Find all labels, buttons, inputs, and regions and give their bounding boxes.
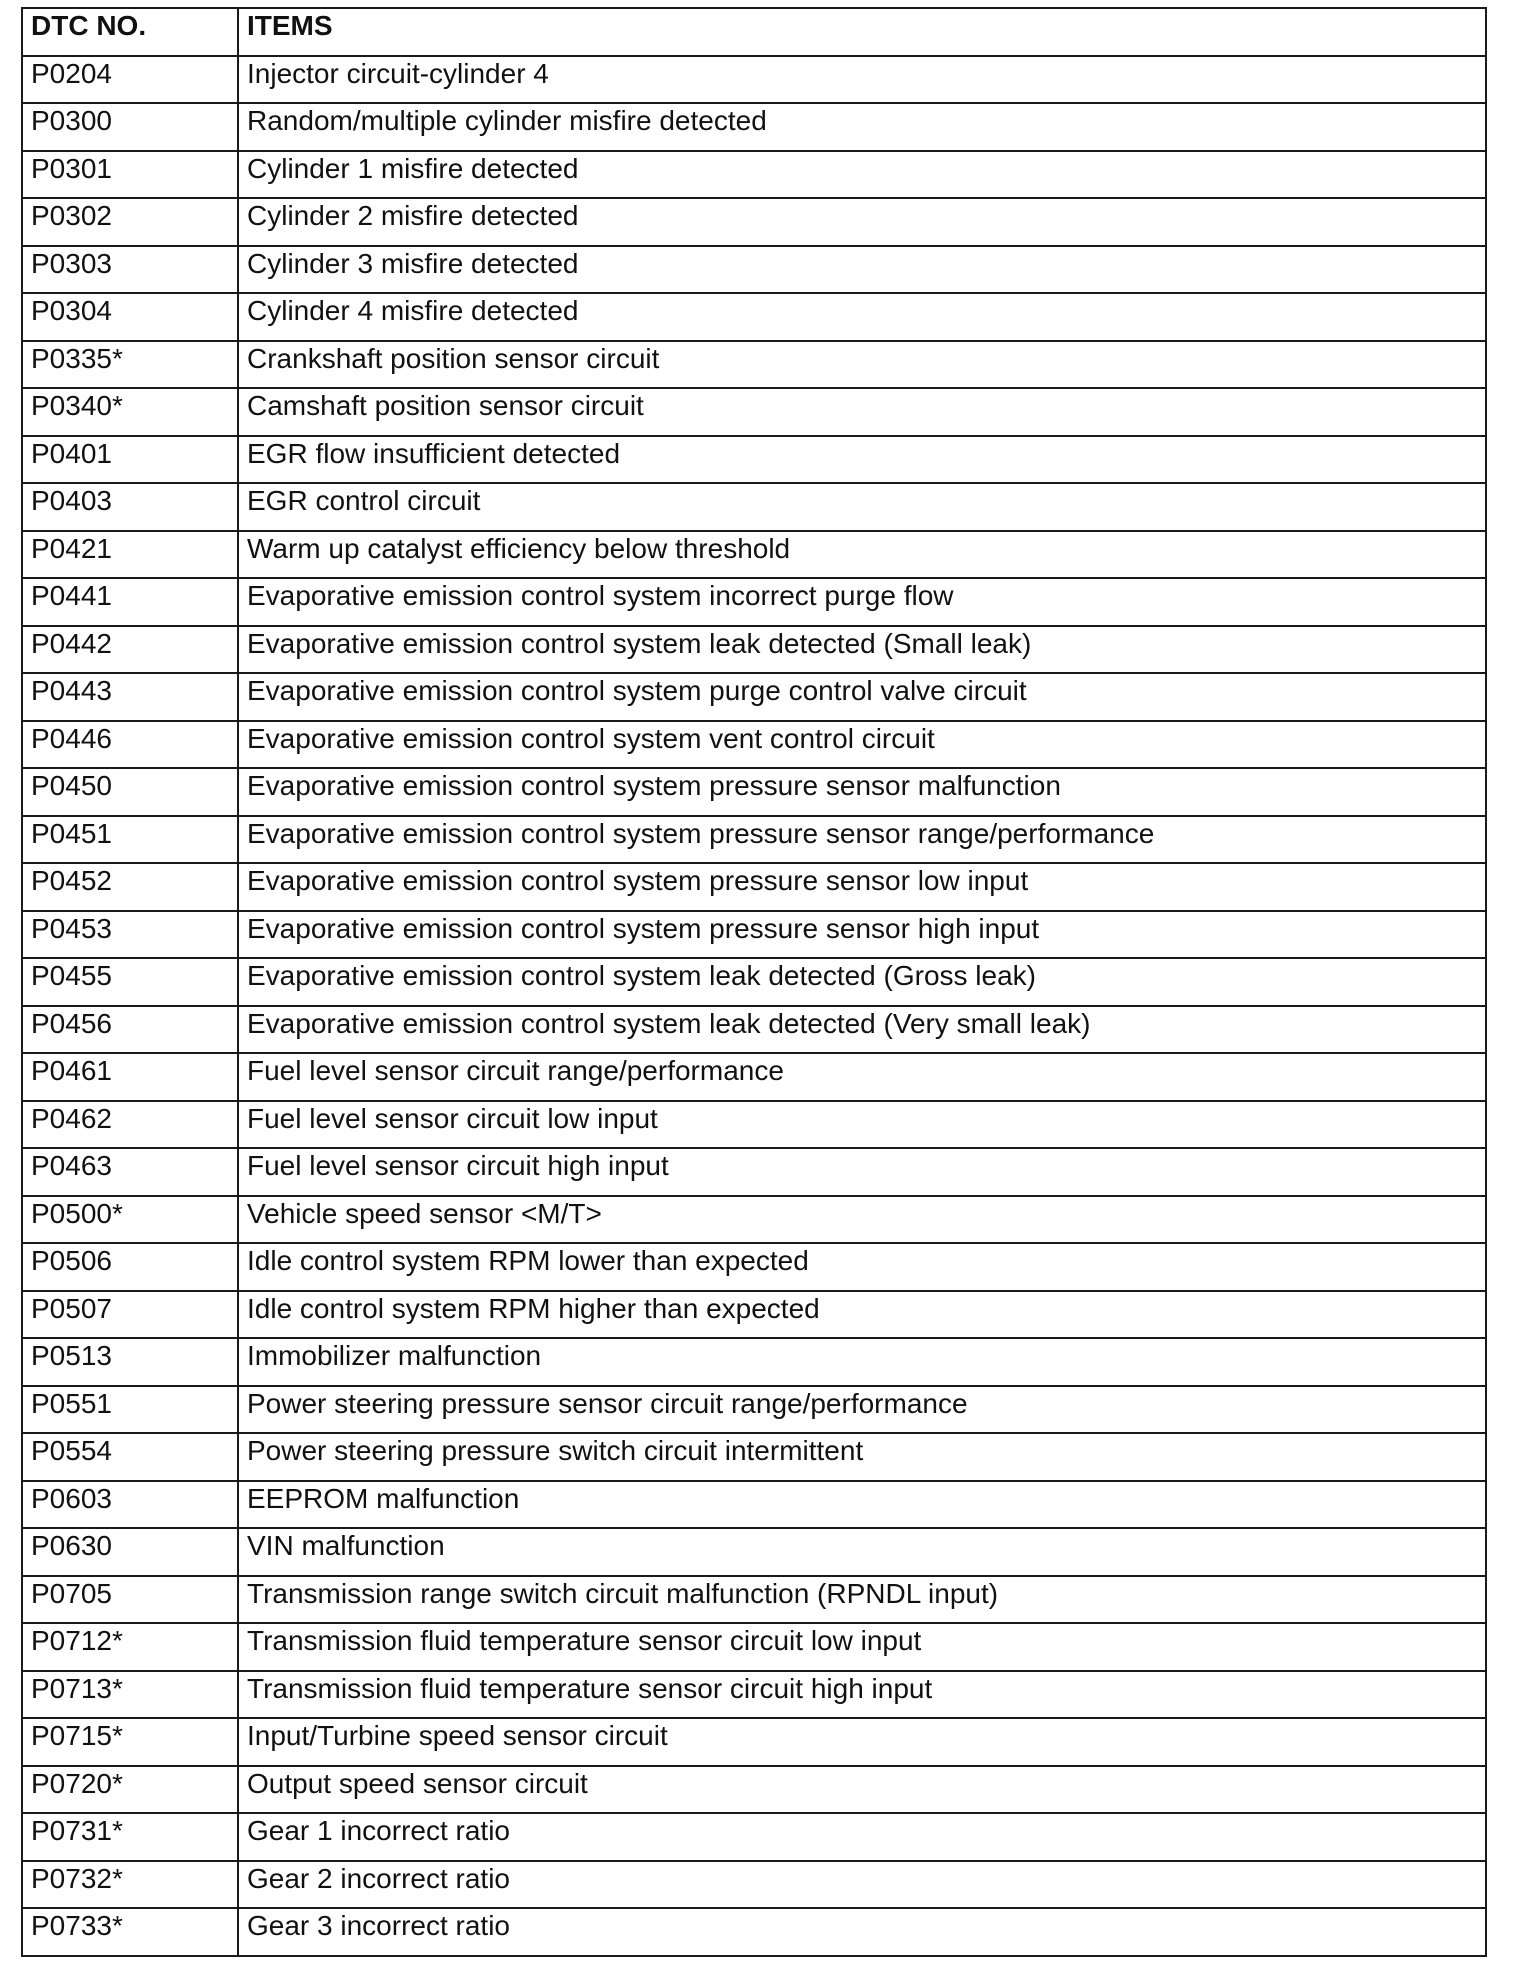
table-row	[22, 246, 1486, 294]
dtc-item-cell: Gear 1 incorrect ratio	[238, 1813, 1486, 1861]
dtc-code-cell: P0443	[22, 673, 238, 721]
table-row	[22, 1148, 1486, 1196]
dtc-item-cell: Cylinder 4 misfire detected	[238, 293, 1486, 341]
dtc-code-cell: P0301	[22, 151, 238, 199]
table-row	[22, 578, 1486, 626]
table-row	[22, 1433, 1486, 1481]
table-row	[22, 1386, 1486, 1434]
dtc-item-cell: Fuel level sensor circuit low input	[238, 1101, 1486, 1149]
table-row	[22, 1291, 1486, 1339]
table-row	[22, 1006, 1486, 1054]
dtc-item-cell: Transmission fluid temperature sensor circuit high input	[238, 1671, 1486, 1719]
dtc-item-cell: Evaporative emission control system pressure sensor malfunction	[238, 768, 1486, 816]
table-row	[22, 388, 1486, 436]
dtc-item-cell: Output speed sensor circuit	[238, 1766, 1486, 1814]
dtc-code-cell: P0551	[22, 1386, 238, 1434]
table-row	[22, 56, 1486, 104]
dtc-code-cell: P0303	[22, 246, 238, 294]
table-row	[22, 1576, 1486, 1624]
dtc-item-cell: Idle control system RPM lower than expected	[238, 1243, 1486, 1291]
dtc-item-cell: Crankshaft position sensor circuit	[238, 341, 1486, 389]
dtc-item-cell: Evaporative emission control system pressure sensor low input	[238, 863, 1486, 911]
dtc-item-cell: Camshaft position sensor circuit	[238, 388, 1486, 436]
dtc-code-cell: P0630	[22, 1528, 238, 1576]
table-row	[22, 293, 1486, 341]
table-row	[22, 1766, 1486, 1814]
table-row	[22, 341, 1486, 389]
table-row	[22, 103, 1486, 151]
table-row	[22, 958, 1486, 1006]
dtc-code-cell: P0705	[22, 1576, 238, 1624]
dtc-code-cell: P0731*	[22, 1813, 238, 1861]
table-row	[22, 1528, 1486, 1576]
dtc-code-cell: P0455	[22, 958, 238, 1006]
dtc-item-cell: Gear 3 incorrect ratio	[238, 1908, 1486, 1956]
dtc-code-cell: P0401	[22, 436, 238, 484]
dtc-code-cell: P0500*	[22, 1196, 238, 1244]
dtc-code-cell: P0462	[22, 1101, 238, 1149]
dtc-code-cell: P0715*	[22, 1718, 238, 1766]
dtc-item-cell: Idle control system RPM higher than expected	[238, 1291, 1486, 1339]
dtc-item-cell: VIN malfunction	[238, 1528, 1486, 1576]
dtc-item-cell: Injector circuit-cylinder 4	[238, 56, 1486, 104]
dtc-item-cell: EGR control circuit	[238, 483, 1486, 531]
dtc-code-cell: P0603	[22, 1481, 238, 1529]
dtc-code-cell: P0302	[22, 198, 238, 246]
dtc-item-cell: Warm up catalyst efficiency below threshold	[238, 531, 1486, 579]
dtc-item-cell: Evaporative emission control system purge control valve circuit	[238, 673, 1486, 721]
table-row	[22, 151, 1486, 199]
dtc-code-cell: P0554	[22, 1433, 238, 1481]
table-row	[22, 721, 1486, 769]
table-row	[22, 1813, 1486, 1861]
dtc-code-cell: P0421	[22, 531, 238, 579]
dtc-code-cell: P0452	[22, 863, 238, 911]
table-row	[22, 198, 1486, 246]
dtc-item-cell: Fuel level sensor circuit range/performance	[238, 1053, 1486, 1101]
table-row	[22, 1861, 1486, 1909]
dtc-item-cell: Evaporative emission control system pressure sensor range/performance	[238, 816, 1486, 864]
dtc-code-cell: P0456	[22, 1006, 238, 1054]
dtc-code-cell: P0463	[22, 1148, 238, 1196]
dtc-code-cell: P0441	[22, 578, 238, 626]
dtc-item-cell: EGR flow insufficient detected	[238, 436, 1486, 484]
dtc-table	[21, 7, 1487, 1957]
dtc-code-cell: P0507	[22, 1291, 238, 1339]
dtc-item-cell: Power steering pressure switch circuit intermittent	[238, 1433, 1486, 1481]
dtc-item-cell: Cylinder 1 misfire detected	[238, 151, 1486, 199]
dtc-item-cell: Evaporative emission control system leak detected (Small leak)	[238, 626, 1486, 674]
dtc-code-cell: P0461	[22, 1053, 238, 1101]
dtc-code-cell: P0453	[22, 911, 238, 959]
header-items: ITEMS	[238, 8, 1486, 56]
table-row	[22, 1481, 1486, 1529]
table-row	[22, 768, 1486, 816]
dtc-item-cell: Input/Turbine speed sensor circuit	[238, 1718, 1486, 1766]
dtc-item-cell: Evaporative emission control system incorrect purge flow	[238, 578, 1486, 626]
dtc-code-cell: P0451	[22, 816, 238, 864]
table-row	[22, 1623, 1486, 1671]
dtc-item-cell: Evaporative emission control system leak detected (Very small leak)	[238, 1006, 1486, 1054]
dtc-item-cell: Power steering pressure sensor circuit range/performance	[238, 1386, 1486, 1434]
table-row	[22, 816, 1486, 864]
dtc-code-cell: P0204	[22, 56, 238, 104]
table-row	[22, 1908, 1486, 1956]
table-row	[22, 911, 1486, 959]
table-row	[22, 1101, 1486, 1149]
dtc-item-cell: Cylinder 3 misfire detected	[238, 246, 1486, 294]
table-row	[22, 673, 1486, 721]
dtc-item-cell: Immobilizer malfunction	[238, 1338, 1486, 1386]
dtc-code-cell: P0513	[22, 1338, 238, 1386]
header-dtc-no: DTC NO.	[22, 8, 238, 56]
dtc-code-cell: P0720*	[22, 1766, 238, 1814]
dtc-code-cell: P0300	[22, 103, 238, 151]
dtc-code-cell: P0506	[22, 1243, 238, 1291]
dtc-item-cell: Evaporative emission control system vent control circuit	[238, 721, 1486, 769]
dtc-item-cell: Evaporative emission control system pressure sensor high input	[238, 911, 1486, 959]
dtc-code-cell: P0446	[22, 721, 238, 769]
table-row	[22, 531, 1486, 579]
dtc-item-cell: Fuel level sensor circuit high input	[238, 1148, 1486, 1196]
dtc-item-cell: Gear 2 incorrect ratio	[238, 1861, 1486, 1909]
table-row	[22, 1196, 1486, 1244]
dtc-item-cell: Evaporative emission control system leak detected (Gross leak)	[238, 958, 1486, 1006]
dtc-code-cell: P0335*	[22, 341, 238, 389]
table-row	[22, 863, 1486, 911]
table-row	[22, 1243, 1486, 1291]
dtc-item-cell: Transmission range switch circuit malfunction (RPNDL input)	[238, 1576, 1486, 1624]
dtc-item-cell: Cylinder 2 misfire detected	[238, 198, 1486, 246]
table-row	[22, 1671, 1486, 1719]
dtc-item-cell: EEPROM malfunction	[238, 1481, 1486, 1529]
table-row	[22, 626, 1486, 674]
table-row	[22, 1718, 1486, 1766]
table-row	[22, 436, 1486, 484]
dtc-code-cell: P0442	[22, 626, 238, 674]
table-row	[22, 483, 1486, 531]
dtc-code-cell: P0450	[22, 768, 238, 816]
dtc-code-cell: P0403	[22, 483, 238, 531]
dtc-code-cell: P0732*	[22, 1861, 238, 1909]
table-header-row	[22, 8, 1486, 56]
table-row	[22, 1338, 1486, 1386]
dtc-item-cell: Vehicle speed sensor <M/T>	[238, 1196, 1486, 1244]
dtc-code-cell: P0712*	[22, 1623, 238, 1671]
dtc-code-cell: P0340*	[22, 388, 238, 436]
dtc-code-cell: P0304	[22, 293, 238, 341]
dtc-item-cell: Transmission fluid temperature sensor circuit low input	[238, 1623, 1486, 1671]
dtc-item-cell: Random/multiple cylinder misfire detected	[238, 103, 1486, 151]
table-body	[22, 56, 1486, 1956]
table-row	[22, 1053, 1486, 1101]
dtc-code-cell: P0733*	[22, 1908, 238, 1956]
dtc-code-cell: P0713*	[22, 1671, 238, 1719]
